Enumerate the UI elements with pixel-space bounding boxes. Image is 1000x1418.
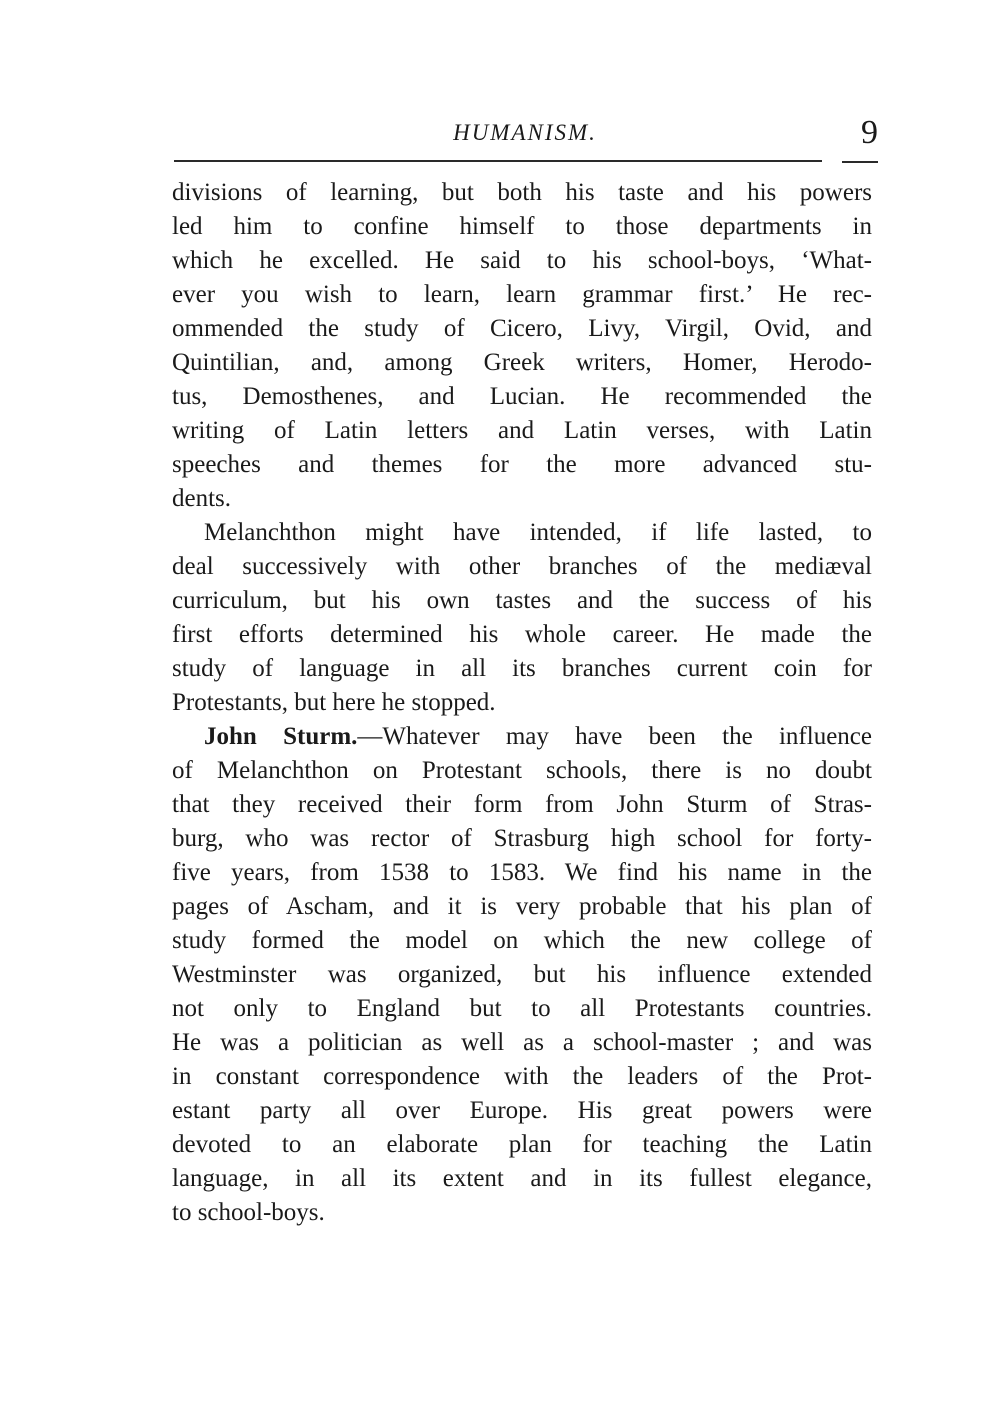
- text-line: pages of Ascham, and it is very probable that his plan of: [172, 893, 872, 920]
- text-line: Quintilian, and, among Greek writers, Homer, Herodo-: [172, 349, 872, 376]
- paragraph-3: [172, 720, 872, 1230]
- text-line: ommended the study of Cicero, Livy, Virgil, Ovid, and: [172, 315, 872, 342]
- header-rule: [174, 160, 822, 162]
- text-line: tus, Demosthenes, and Lucian. He recommended the: [172, 383, 872, 410]
- text-line-content: Melanchthon might have intended, if life lasted, to: [204, 519, 872, 546]
- text-line: Protestants, but here he stopped.: [172, 689, 496, 716]
- text-line: not only to England but to all Protestants countries.: [172, 995, 872, 1022]
- text-line: Westminster was organized, but his influence extended: [172, 961, 872, 988]
- paragraph-1: [172, 176, 872, 516]
- text-line: to school-boys.: [172, 1199, 325, 1226]
- text-line: which he excelled. He said to his school-boys, ‘What-: [172, 247, 872, 274]
- text-line: led him to confine himself to those departments in: [172, 213, 872, 240]
- text-line: of Melanchthon on Protestant schools, there is no doubt: [172, 757, 872, 784]
- text-line: deal successively with other branches of the mediæval: [172, 553, 872, 580]
- text-line: divisions of learning, but both his taste and his powers: [172, 179, 872, 206]
- text-line: burg, who was rector of Strasburg high school for forty-: [172, 825, 872, 852]
- header-rule-tail: [842, 161, 878, 163]
- text-line: [172, 720, 872, 754]
- side-heading: John Sturm.: [204, 723, 358, 750]
- text-line: study of language in all its branches current coin for: [172, 655, 872, 682]
- text-line: curriculum, but his own tastes and the success of his: [172, 587, 872, 614]
- text-line: that they received their form from John Sturm of Stras-: [172, 791, 872, 818]
- text-line: ever you wish to learn, learn grammar first.’ He rec-: [172, 281, 872, 308]
- running-head: [172, 114, 878, 158]
- text-line: in constant correspondence with the leaders of the Prot-: [172, 1063, 872, 1090]
- text-line: first efforts determined his whole career. He made the: [172, 621, 872, 648]
- text-line: speeches and themes for the more advanced stu-: [172, 451, 872, 478]
- running-title: HUMANISM.: [453, 120, 597, 145]
- text-line: [172, 516, 872, 550]
- text-line: writing of Latin letters and Latin verses, with Latin: [172, 417, 872, 444]
- text-line: five years, from 1538 to 1583. We find his name in the: [172, 859, 872, 886]
- text-line: study formed the model on which the new college of: [172, 927, 872, 954]
- text-line: estant party all over Europe. His great powers were: [172, 1097, 872, 1124]
- text-line: dents.: [172, 485, 232, 512]
- page-number: 9: [861, 114, 878, 151]
- text-line: devoted to an elaborate plan for teaching the Latin: [172, 1131, 872, 1158]
- text-line: language, in all its extent and in its fullest elegance,: [172, 1165, 872, 1192]
- body-text: [172, 176, 872, 1230]
- text-line: He was a politician as well as a school-master ; and was: [172, 1029, 872, 1056]
- paragraph-2: [172, 516, 872, 720]
- text-line-content: —Whatever may have been the influence: [357, 723, 872, 750]
